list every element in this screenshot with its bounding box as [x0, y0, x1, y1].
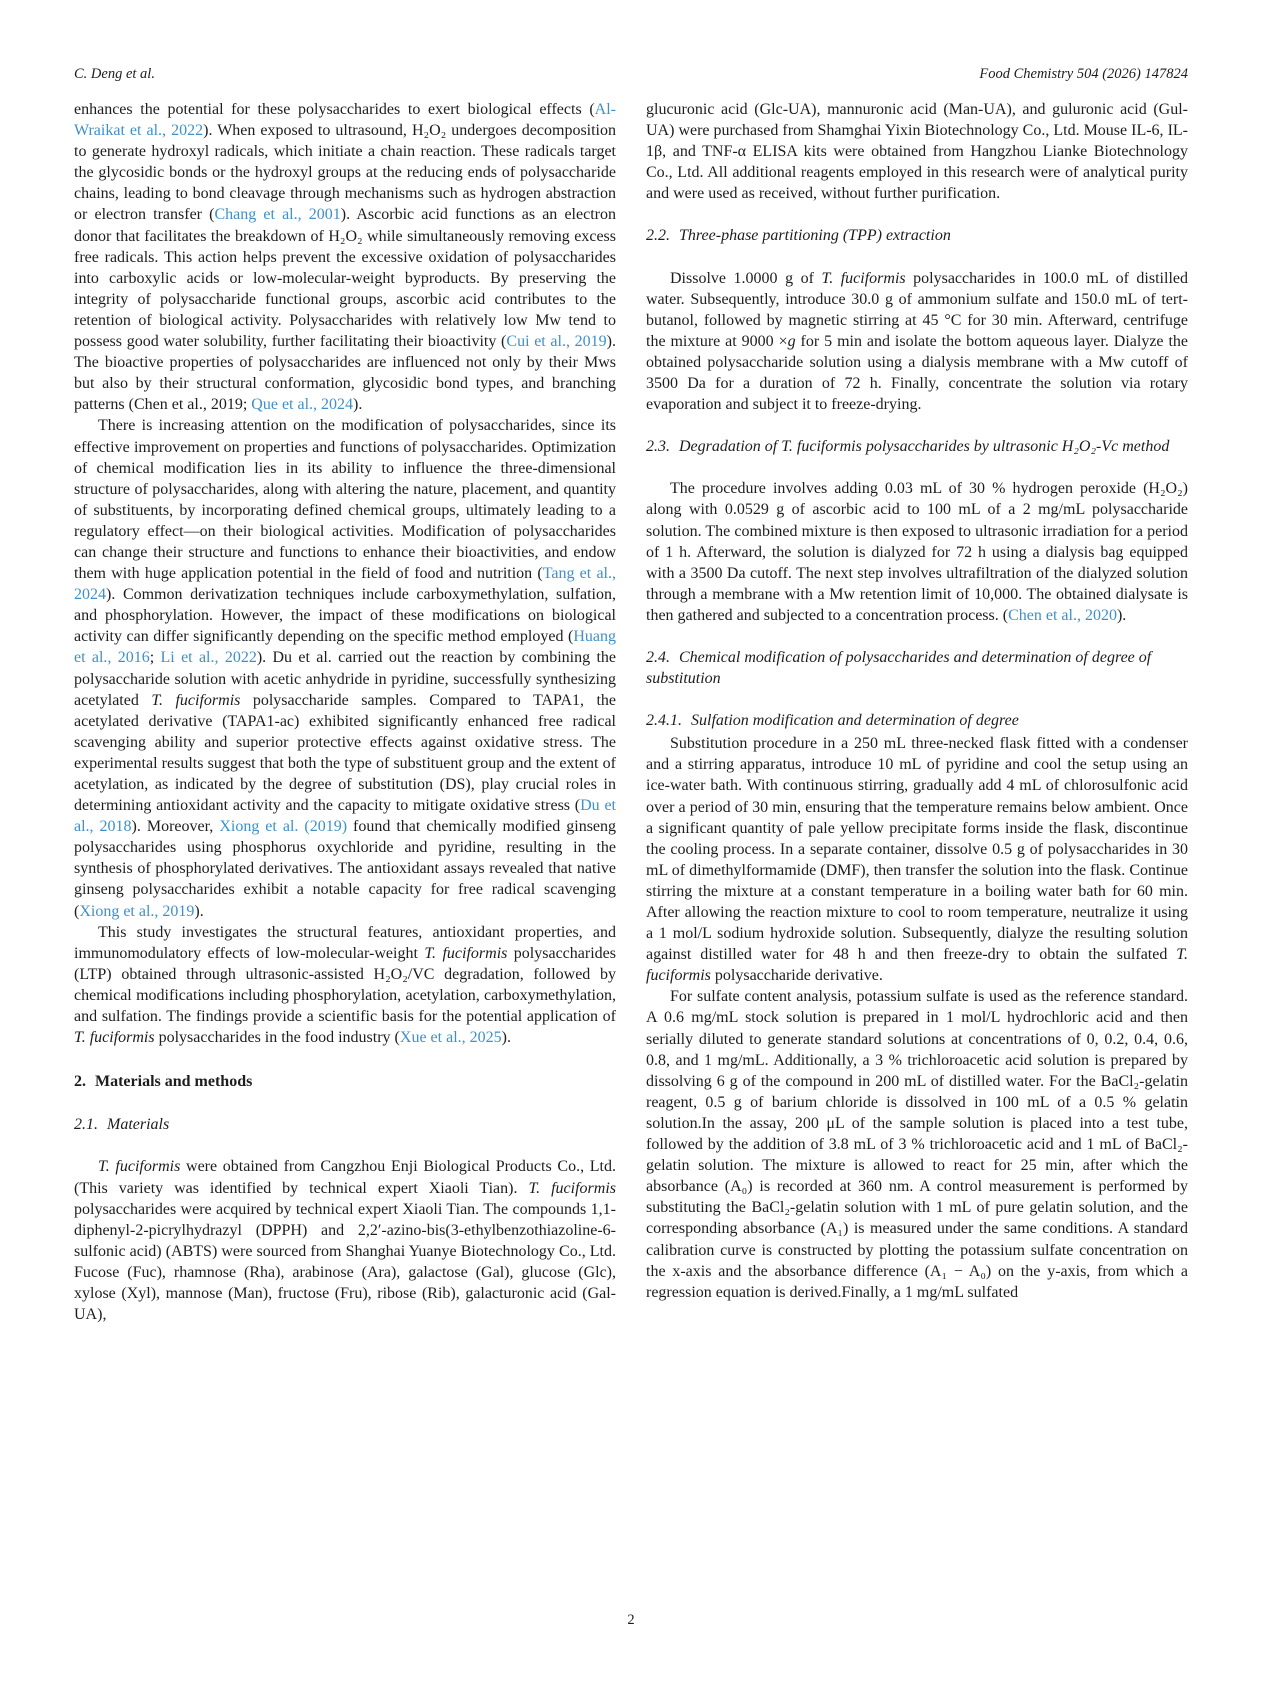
- text-run: ). Du et al. carried out the reaction by combining the polysaccharide solution with acetic anhydride in pyridine, successfully synthesizing acetylated: [74, 649, 616, 709]
- running-journal-title: Food Chemistry 504 (2026) 147824: [979, 66, 1188, 82]
- text-run: glucuronic acid (Glc-UA), mannuronic acid (Man-UA), and guluronic acid (Gul-UA) were purchased from Shamghai Yixin Biotechnology Co., Ltd. Mouse IL-6, IL-1β, and TNF-α ELISA kits were obtained from Hangzhou Lianke Biotechnology Co., Ltd. All additional reagents employed in this research were of analytical purity and were used as received, without further purification.: [646, 101, 1188, 203]
- text-run: Dissolve 1.0000 g of: [670, 269, 822, 287]
- heading-number: 2.: [74, 1073, 86, 1091]
- citation-link[interactable]: Al-Wraikat et al., 2022: [74, 101, 616, 140]
- text-run: polysaccharide derivative.: [710, 967, 883, 985]
- heading-text: Materials: [107, 1116, 170, 1134]
- paragraph: [74, 922, 616, 1049]
- text-run: ).: [194, 902, 204, 920]
- heading-number: 2.4.: [646, 648, 670, 666]
- text-run: polysaccharides in the food industry (: [154, 1029, 400, 1047]
- citation-link[interactable]: Xiong et al., 2019: [79, 902, 195, 920]
- paragraph: [74, 99, 616, 415]
- heading-text: Three-phase partitioning (TPP) extraction: [679, 227, 951, 245]
- citation-link[interactable]: Du et al., 2018: [74, 797, 616, 836]
- text-run: polysaccharides were acquired by technical expert Xiaoli Tian. The compounds 1,1-diphenyl-2-picrylhydrazyl (DPPH) and 2,2′-azino-bis(3-ethylbenzothiazoline-6-sulfonic acid) (ABTS) were sourced from Shanghai Yuanye Biotechnology Co., Ltd. Fucose (Fuc), rhamnose (Rha), arabinose (Ara), galactose (Gal), glucose (Glc), xylose (Xyl), mannose (Man), fructose (Fru), ribose (Rib), galacturonic acid (Gal-UA),: [74, 1200, 616, 1324]
- text-run: ). Moreover,: [131, 818, 220, 836]
- text-run: ). Common derivatization techniques include carboxymethylation, sulfation, and phosphorylation. However, the impact of these modifications on biological activity can differ significantly depending on the specific method employed (: [74, 586, 616, 646]
- italic-text: T. fuciformis: [424, 944, 508, 962]
- heading-number: 2.3.: [646, 438, 670, 456]
- citation-link[interactable]: Chen et al., 2020: [1008, 606, 1117, 624]
- subsubsection-heading: [646, 710, 1188, 731]
- subsection-heading: [74, 1114, 616, 1135]
- italic-text: g: [787, 332, 796, 350]
- page-footer: [0, 1612, 1262, 1629]
- text-run: were obtained from Cangzhou Enji Biological Products Co., Ltd. (This variety was identified by technical expert Xiaoli Tian).: [74, 1158, 616, 1197]
- text-run: polysaccharide samples. Compared to TAPA1, the acetylated derivative (TAPA1-ac) exhibited significantly enhanced free radical scavenging ability and superior protective effects against oxidative stress. The experimental results suggest that both the type of substituent group and the extent of acetylation, as indicated by the degree of substitution (DS), play crucial roles in determining antioxidant activity and the capacity to mitigate oxidative stress (: [74, 691, 616, 815]
- text-run: For sulfate content analysis, potassium sulfate is used as the reference standard. A 0.6 mg/mL stock solution is prepared in 1 mol/L hydrochloric acid and then serially diluted to generate standard solutions at concentrations of 0, 0.2, 0.4, 0.6, 0.8, and 1 mg/mL. Additionally, a 3 % trichloroacetic acid solution is prepared by dissolving 6 g of the compound in 200 mL of distilled water. For the BaCl₂-gelatin reagent, 0.5 g of barium chloride is dissolved in 100 mL of a 0.5 % gelatin solution.In the assay, 200 μL of the sample solution is placed into a test tube, followed by the addition of 3.8 mL of 3 % trichloroacetic acid and 1 mL of BaCl₂-gelatin solution. The mixture is allowed to react for 25 min, after which the absorbance (A₀) is recorded at 360 nm. A control measurement is performed by substituting the BaCl₂-gelatin solution with 1 mL of pure gelatin solution, and the corresponding absorbance (A₁) is measured under the same conditions. A standard calibration curve is constructed by plotting the potassium sulfate concentration on the x-axis and the absorbance difference (A₁ − A₀) on the y-axis, from which a regression equation is derived.Finally, a 1 mg/mL sulfated: [646, 988, 1188, 1301]
- subsection-heading: [646, 436, 1188, 457]
- heading-number: 2.1.: [74, 1116, 98, 1134]
- text-run: This study investigates the structural features, antioxidant properties, and immunomodulatory effects of low-molecular-weight: [74, 923, 616, 962]
- italic-text: T. fuciformis: [528, 1179, 616, 1197]
- citation-link[interactable]: Xue et al., 2025: [399, 1029, 502, 1047]
- paragraph: [646, 99, 1188, 204]
- heading-text: Degradation of T. fuciformis polysaccharides by ultrasonic H₂O₂-Vc method: [679, 438, 1170, 456]
- heading-number: 2.2.: [646, 227, 670, 245]
- citation-link[interactable]: Chang et al., 2001: [214, 206, 341, 224]
- left-column: [74, 99, 616, 1325]
- italic-text: T. fuciformis: [74, 1029, 155, 1047]
- italic-text: T. fuciformis: [646, 946, 1188, 985]
- section-heading: [74, 1071, 616, 1092]
- subsection-heading: [646, 225, 1188, 246]
- paragraph: [646, 478, 1188, 626]
- citation-link[interactable]: Huang et al., 2016: [74, 628, 616, 667]
- italic-text: T. fuciformis: [151, 691, 241, 709]
- text-run: ).: [1116, 606, 1127, 624]
- paragraph: [74, 1156, 616, 1325]
- text-run: for 5 min and isolate the bottom aqueous layer. Dialyze the obtained polysaccharide solution using a dialysis membrane with a Mw cutoff of 3500 Da for a duration of 72 h. Finally, concentrate the solution via rotary evaporation and subject it to freeze-drying.: [646, 332, 1188, 414]
- text-run: ).: [501, 1029, 511, 1047]
- heading-number: 2.4.1.: [646, 712, 682, 730]
- citation-link[interactable]: Que et al., 2024: [251, 396, 354, 414]
- citation-link[interactable]: Xiong et al. (2019): [219, 818, 348, 836]
- running-header: [74, 66, 1188, 83]
- text-run: ). The bioactive properties of polysaccharides are influenced not only by their Mws but also by their structural conformation, glycosidic bond types, and branching patterns (Chen et al., 2019;: [74, 333, 616, 414]
- heading-text: Sulfation modification and determination of degree: [691, 712, 1019, 730]
- citation-link[interactable]: Tang et al., 2024: [74, 565, 616, 604]
- text-run: polysaccharides in 100.0 mL of distilled water. Subsequently, introduce 30.0 g of ammonium sulfate and 150.0 mL of tert-butanol, followed by magnetic stirring at 45 °C for 30 min. Afterward, centrifuge the mixture at 9000 ×: [646, 269, 1188, 350]
- text-run: Substitution procedure in a 250 mL three-necked flask fitted with a condenser and a stirring apparatus, introduce 10 mL of pyridine and cool the setup using an ice-water bath. With continuous stirring, gradually add 4 mL of chlorosulfonic acid over a period of 30 min, ensuring that the temperature remains below ambient. Once a significant quantity of pale yellow precipitate forms inside the flask, discontinue the cooling process. In a separate container, dissolve 0.5 g of polysaccharides in 30 mL of dimethylformamide (DMF), then transfer the solution into the flask. Continue stirring the mixture at a constant temperature in a boiling water bath for 60 min. After allowing the reaction mixture to cool to room temperature, neutralize it using a 1 mol/L sodium hydroxide solution. Subsequently, dialyze the resulting solution against distilled water for 48 h and then freeze-dry to obtain the sulfated: [646, 735, 1188, 964]
- subsection-heading: [646, 647, 1188, 689]
- text-run: ). Ascorbic acid functions as an electron donor that facilitates the breakdown of H₂O₂ while simultaneously removing excess free radicals. This action helps prevent the excessive oxidation of polysaccharides into carboxylic acids or low-molecular-weight byproducts. By preserving the integrity of polysaccharide functional groups, ascorbic acid contributes to the retention of biological activity. Polysaccharides with relatively low Mw tend to possess good water solubility, further facilitating their bioactivity (: [74, 206, 616, 351]
- italic-text: T. fuciformis: [98, 1158, 181, 1176]
- text-run: polysaccharides (LTP) obtained through ultrasonic-assisted H₂O₂/VC degradation, followed by chemical modifications including phosphorylation, acetylation, carboxymethylation, and sulfation. The findings provide a scientific basis for the potential application of: [74, 944, 616, 1026]
- paragraph: [646, 733, 1188, 986]
- citation-link[interactable]: Cui et al., 2019: [506, 333, 607, 351]
- two-column-body: [74, 99, 1188, 1325]
- text-run: There is increasing attention on the modification of polysaccharides, since its effective improvement on properties and functions of polysaccharides. Optimization of chemical modification lies in its ability to influence the three-dimensional structure of polysaccharides, along with altering the nature, placement, and quantity of substituents, by incorporating defined chemical groups, ultimately leading to a regulatory effect—on their biological activities. Modification of polysaccharides can change their structure and functions to enhance their bioactivities, and endow them with huge application potential in the field of food and nutrition (: [74, 417, 616, 583]
- text-run: ).: [353, 396, 363, 414]
- running-authors: C. Deng et al.: [74, 66, 155, 82]
- heading-text: Materials and methods: [95, 1073, 253, 1091]
- heading-text: Chemical modification of polysaccharides and determination of degree of substitution: [646, 648, 1152, 688]
- text-run: The procedure involves adding 0.03 mL of 30 % hydrogen peroxide (H₂O₂) along with 0.0529 g of ascorbic acid to 100 mL of a 2 mg/mL polysaccharide solution. The combined mixture is then exposed to ultrasonic irradiation for a period of 1 h. Afterward, the solution is dialyzed for 72 h using a dialysis bag equipped with a 3500 Da cutoff. The next step involves ultrafiltration of the dialyzed solution through a membrane with a Mw retention limit of 10,000. The obtained dialysate is then gathered and subjected to a concentration process. (: [646, 480, 1188, 624]
- text-run: ). When exposed to ultrasound, H₂O₂ undergoes decomposition to generate hydroxyl radicals, which initiate a chain reaction. These radicals target the glycosidic bonds or the hydroxyl groups at the reducing ends of polysaccharide chains, leading to bond cleavage through mechanisms such as hydrogen abstraction or electron transfer (: [74, 122, 617, 224]
- text-run: found that chemically modified ginseng polysaccharides using phosphorus oxychloride and pyridine, resulting in the synthesis of phosphorylated derivatives. The antioxidant assays revealed that native ginseng polysaccharides exhibit a notable capacity for free radical scavenging (: [74, 818, 617, 920]
- paragraph: [646, 986, 1188, 1302]
- page-number: 2: [627, 1612, 635, 1628]
- text-run: ;: [149, 649, 161, 667]
- italic-text: T. fuciformis: [821, 269, 906, 287]
- right-column: [646, 99, 1188, 1325]
- citation-link[interactable]: Li et al., 2022: [160, 649, 257, 667]
- paragraph: [74, 415, 616, 921]
- text-run: enhances the potential for these polysaccharides to exert biological effects (: [74, 101, 595, 118]
- paragraph: [646, 268, 1188, 416]
